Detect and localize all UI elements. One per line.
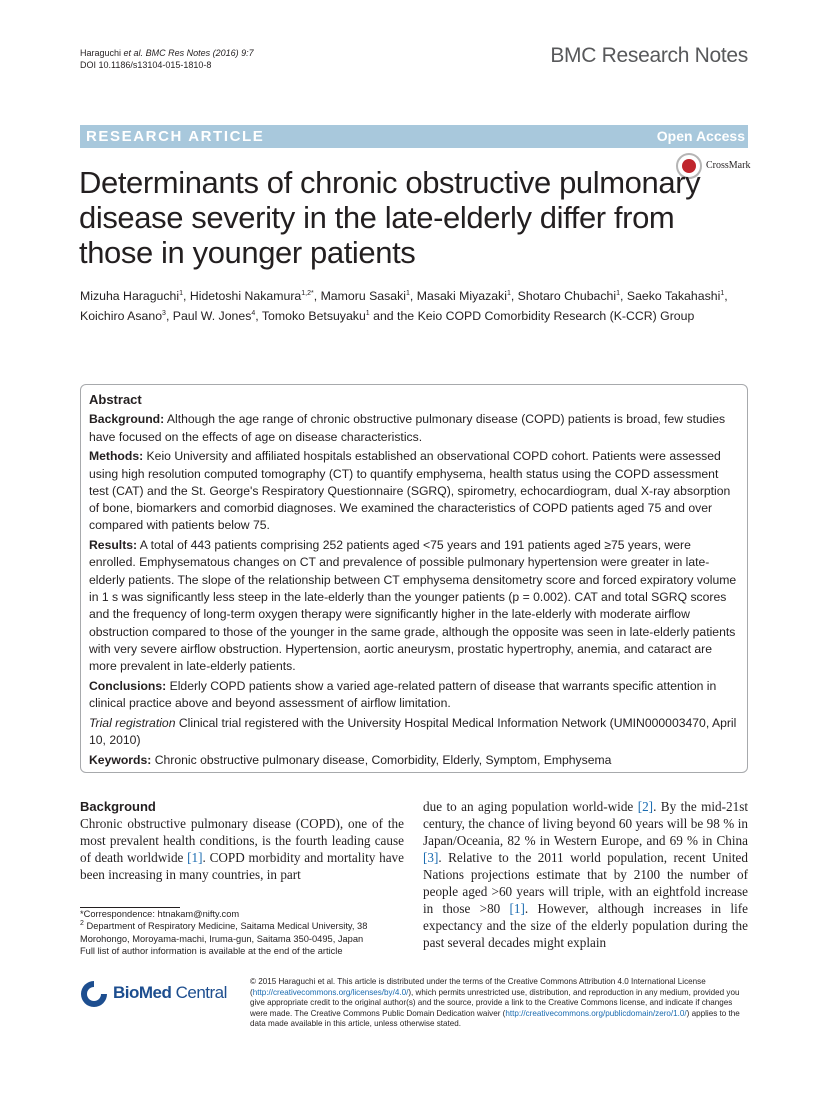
citation-link[interactable]: [3]	[423, 850, 439, 865]
author: , Koichiro Asano	[80, 289, 728, 323]
abstract-label: Results:	[89, 538, 138, 553]
biomed-central-icon	[80, 980, 108, 1008]
license-text: ) applies to the data made available in this article, unless otherwise stated.	[250, 1008, 740, 1029]
citation-line	[80, 47, 254, 59]
body-text: Chronic obstructive pulmonary disease (COPD), one of the most prevalent health conditions, is the fourth leading cause of death worldwide	[80, 816, 404, 865]
abstract-trial-registration	[89, 715, 737, 750]
abstract-results	[89, 537, 737, 675]
correspondence: *Correspondence: htnakam@nifty.com	[80, 909, 240, 919]
abstract-text: Keio University and affiliated hospitals established an observational COPD cohort. Patients were assessed using high resolution computed tomography (CT) to quantify emphysema, health status using the COPD assessment test (CAT) and the St. George's Respiratory Questionnaire (SGRQ), spirometry, echocardiogram, dual X-ray absorption of bone, biomarkers and comorbid diagnoses. We examined the characteristics of COPD patients aged 75 and over compared with patients below 75.	[89, 449, 731, 533]
article-type: RESEARCH ARTICLE	[86, 128, 265, 145]
article-title: Determinants of chronic obstructive pulmonary disease severity in the late-elderly differ from those in younger patients	[79, 165, 701, 270]
author-affiliation-sup: 1,2*	[301, 289, 314, 297]
author: , Mamoru Sasaki	[313, 289, 406, 303]
affiliation-footnote	[80, 920, 404, 945]
abstract-text: Although the age range of chronic obstructive pulmonary disease (COPD) patients is broad, few studies have focused on the effects of age on disease characteristics.	[89, 412, 726, 444]
abstract-text: A total of 443 patients comprising 252 patients aged <75 years and 191 patients aged ≥75 years, were enrolled. Emphysematous changes on CT and prevalence of possible pulmonary hypertension were greater in late-elderly patients. The slope of the relationship between CT emphysema densitometry score and forced expiratory volume in 1 s was significantly less steep in the late-elderly than the younger patients (p = 0.002). CAT and total SGRQ scores and the frequency of long-term oxygen therapy were significantly higher in the late-elderly with moderate airflow obstruction compared to those of the younger in the same grade, although the opposite was seen in late-elderly patients with very severe airflow obstruction. Hypertension, aortic aneurysm, prostatic hypertrophy, anemia, and cataract are more prevalent in late-elderly patients.	[89, 538, 737, 674]
body-text: . COPD morbidity and mortality have been increasing in many countries, in part	[80, 850, 404, 882]
author: , Hidetoshi Nakamura	[183, 289, 302, 303]
abstract-label: Methods:	[89, 449, 144, 464]
body-text: due to an aging population world-wide	[423, 799, 638, 814]
abstract-background	[89, 411, 737, 446]
author: , Shotaro Chubachi	[510, 289, 617, 303]
open-access-label[interactable]: Open Access	[656, 128, 745, 144]
license-text: © 2015 Haraguchi et al. This article is distributed under the terms of the Creative Commons Attribution 4.0 International License (	[250, 977, 706, 997]
author: , Saeko Takahashi	[620, 289, 721, 303]
citation-link[interactable]: [1]	[509, 901, 525, 916]
crossmark-label: CrossMark	[706, 160, 751, 171]
section-heading-background: Background	[80, 799, 156, 814]
abstract-keywords	[89, 752, 737, 769]
author-info-note: Full list of author information is available at the end of the article	[80, 945, 343, 956]
license-statement	[250, 977, 750, 1030]
abstract-text: Elderly COPD patients show a varied age-related pattern of disease that warrants specific attention in clinical practice above and beyond assessment of airflow limitation.	[89, 678, 717, 711]
author: , Masaki Miyazaki	[409, 289, 507, 303]
biomed-central-wordmark	[113, 983, 227, 1003]
license-text: ), which permits unrestricted use, distribution, and reproduction in any medium, provided you give appropriate credit to the original author(s) and the source, provide a link to the Creative Commons license, and indicate if changes were made. The Creative Commons Public Domain Dedication waiver (	[250, 987, 740, 1018]
body-text: . However, although increases in life expectancy and the size of the elderly population during the past several decades might explain	[423, 901, 748, 950]
body-text: . Relative to the 2011 world population, recent United Nations projections estimate that by 2100 the number of people aged >60 years will triple, with an eightfold increase in those >80	[423, 850, 748, 916]
abstract-text: Clinical trial registered with the University Hospital Medical Information Network (UMIN000003470, April 10, 2010)	[89, 715, 737, 748]
citation-rest: BMC Res Notes (2016) 9:7	[145, 48, 254, 58]
author-affiliation-sup: 1	[720, 289, 725, 297]
author-affiliation-sup: 3	[162, 309, 166, 317]
logo-rest: Central	[171, 983, 227, 1002]
abstract-text: Chronic obstructive pulmonary disease, Comorbidity, Elderly, Symptom, Emphysema	[151, 752, 612, 767]
citation-link[interactable]: [2]	[637, 799, 654, 814]
author-list	[80, 287, 748, 326]
abstract-box	[80, 384, 748, 773]
journal-name: BMC Research Notes	[550, 44, 748, 67]
abstract-conclusions	[89, 678, 737, 713]
abstract-label: Background:	[89, 412, 165, 427]
author-affiliation-sup: 4	[251, 309, 256, 317]
affiliation-text: Department of Respiratory Medicine, Saitama Medical University, 38 Morohongo, Moroyama-machi, Iruma-gun, Saitama 350-0495, Japan	[80, 921, 368, 944]
abstract-heading: Abstract	[89, 392, 142, 407]
footnotes	[80, 908, 404, 957]
citation-etal: et al.	[123, 48, 144, 58]
author: , Paul W. Jones	[165, 308, 252, 323]
license-link[interactable]: http://creativecommons.org/publicdomain/zero/1.0/	[505, 1008, 687, 1018]
doi: DOI 10.1186/s13104-015-1810-8	[80, 60, 212, 70]
abstract-label: Trial registration	[89, 715, 176, 730]
abstract-methods	[89, 448, 737, 534]
author-affiliation-sup: 1	[406, 289, 410, 297]
logo-bold: BioMed	[113, 983, 172, 1002]
author-affiliation-sup: 1	[616, 289, 621, 297]
author: Mizuha Haraguchi	[80, 289, 180, 303]
body-column-left	[80, 815, 404, 883]
article-type-banner	[80, 125, 748, 148]
author-group: and the Keio COPD Comorbidity Research (K-CCR) Group	[369, 308, 695, 323]
citation-link[interactable]: [1]	[187, 850, 203, 865]
author-affiliation-sup: 1	[365, 309, 370, 317]
biomed-central-logo[interactable]	[80, 980, 240, 1010]
citation-authors: Haraguchi	[80, 48, 122, 58]
abstract-label: Conclusions:	[89, 678, 167, 693]
body-column-right	[423, 798, 748, 951]
author-affiliation-sup: 1	[506, 289, 511, 297]
affiliation-sup: 2	[80, 920, 84, 928]
author-affiliation-sup: 1	[179, 289, 184, 297]
abstract-label: Keywords:	[89, 752, 152, 767]
body-text: . By the mid-21st century, the chance of living beyond 60 years will be 98 % in Japan/Oceania, 82 % in Western Europe, and 69 % in China	[423, 799, 748, 848]
license-link[interactable]: http://creativecommons.org/licenses/by/4.0/	[252, 987, 409, 997]
author: , Tomoko Betsuyaku	[255, 308, 366, 323]
